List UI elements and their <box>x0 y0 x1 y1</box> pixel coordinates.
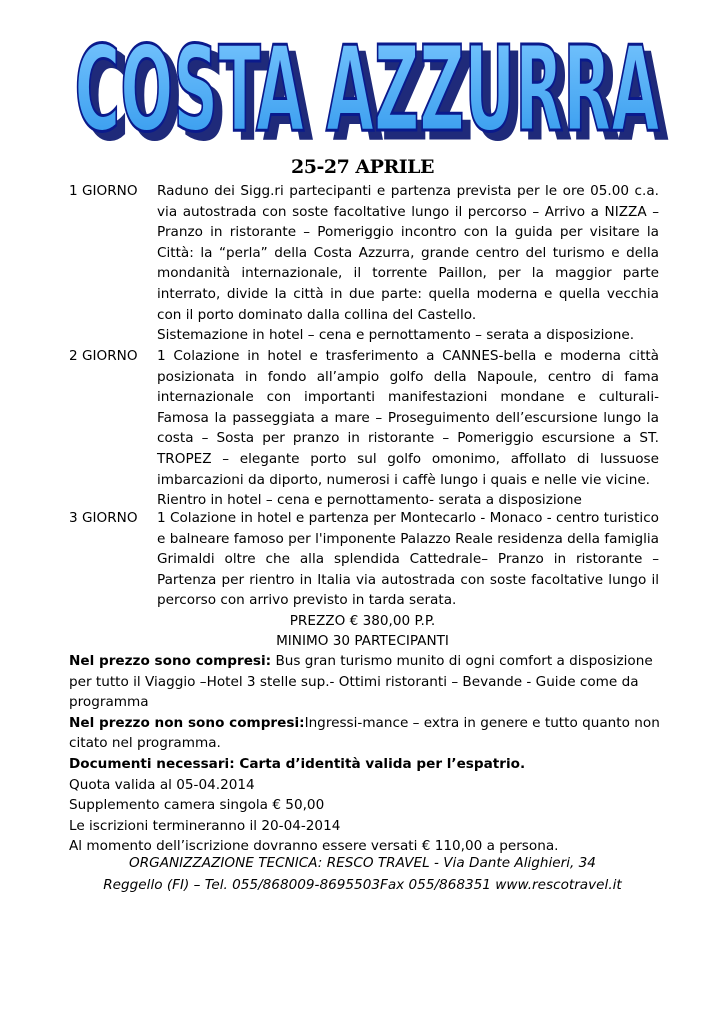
single-supplement: Supplemento camera singola € 50,00 <box>69 797 325 814</box>
itinerary-day-1 <box>69 181 659 346</box>
day-paragraph: Rientro in hotel – cena e pernottamento- serata a disposizione <box>157 492 582 509</box>
organizer-line-2: Reggello (FI) – Tel. 055/868009-8695503Fax 055/868351 www.rescotravel.it <box>103 877 622 893</box>
title-wordart <box>55 0 685 150</box>
minimum-participants: MINIMO 30 PARTECIPANTI <box>276 633 449 649</box>
day-label: 3 GIORNO <box>69 510 138 526</box>
included-label: Nel prezzo sono compresi: <box>69 653 272 669</box>
included-text: Bus gran turismo munito di ogni comfort a disposizione per tutto il Viaggio –Hotel 3 stelle sup.- Ottimi ristoranti – Bevande - Guide come da programma <box>69 653 653 711</box>
day-description <box>157 181 659 346</box>
itinerary-day-2 <box>69 346 659 511</box>
itinerary-day-3 <box>69 508 659 611</box>
terms-block <box>69 651 669 857</box>
date-subtitle: 25-27 APRILE <box>291 156 434 178</box>
title-text: COSTA AZZURRA <box>74 20 660 150</box>
day-paragraph: Sistemazione in hotel – cena e pernottamento – serata a disposizione. <box>157 327 635 344</box>
day-paragraph: 1 Colazione in hotel e partenza per Montecarlo - Monaco - centro turistico e balneare famoso per l'imponente Palazzo Reale residenza della famiglia Grimaldi oltre che alla splendida Cattedrale– Pranzo in ristorante – Partenza per rientro in Italia via autostrada con soste facoltative lungo il percorso con arrivo previsto in tarda serata. <box>157 510 659 609</box>
price: PREZZO € 380,00 P.P. <box>289 613 436 629</box>
excluded-section <box>69 713 669 754</box>
page-title <box>55 0 685 150</box>
day-label: 2 GIORNO <box>69 348 138 364</box>
day-label: 1 GIORNO <box>69 183 138 199</box>
day-paragraph: 1 Colazione in hotel e trasferimento a CANNES-bella e moderna città posizionata in fondo all’ampio golfo della Napoule, centro di fama internazionale con importanti manifestazioni mondane e culturali- Famosa la passeggiata a mare – Proseguimento dell’escursione lungo la costa – Sosta per pranzo in ristorante – Pomeriggio escursione a ST. TROPEZ – elegante porto sul golfo omonimo, affollato di lussuose imbarcazioni da diporto, numerosi i caffè lungo i quais e nelle vie vicine. <box>157 348 659 488</box>
included-section <box>69 651 669 713</box>
deposit-info: Al momento dell’iscrizione dovranno essere versati € 110,00 a persona. <box>69 838 559 855</box>
documents-text: Documenti necessari: Carta d’identità valida per l’espatrio. <box>69 755 526 772</box>
excluded-label: Nel prezzo non sono compresi: <box>69 714 305 731</box>
quote-validity: Quota valida al 05-04.2014 <box>69 776 255 793</box>
day-paragraph: Raduno dei Sigg.ri partecipanti e partenza prevista per le ore 05.00 c.a. via autostrada con soste facoltative lungo il percorso – Arrivo a NIZZA – Pranzo in ristorante – Pomeriggio incontro con la guida per visitare la Città: la “perla” della Costa Azzurra, grande centro del turismo e della mondanità internazionale, il torrente Paillon, per la maggior parte interrato, divide la città in due parte: quella moderna e quella vecchia con il porto dominato dalla collina del Castello. <box>157 183 659 323</box>
registration-deadline: Le iscrizioni termineranno il 20-04-2014 <box>69 817 341 834</box>
documents-required <box>69 754 669 775</box>
excluded-text: Ingressi-mance – extra in genere e tutto quanto non citato nel programma. <box>69 714 660 752</box>
day-description <box>157 508 659 611</box>
day-description <box>157 346 659 511</box>
organizer-line-1: ORGANIZZAZIONE TECNICA: RESCO TRAVEL - Via Dante Alighieri, 34 <box>129 855 596 871</box>
title-shadow: COSTA AZZURRA <box>82 28 668 150</box>
